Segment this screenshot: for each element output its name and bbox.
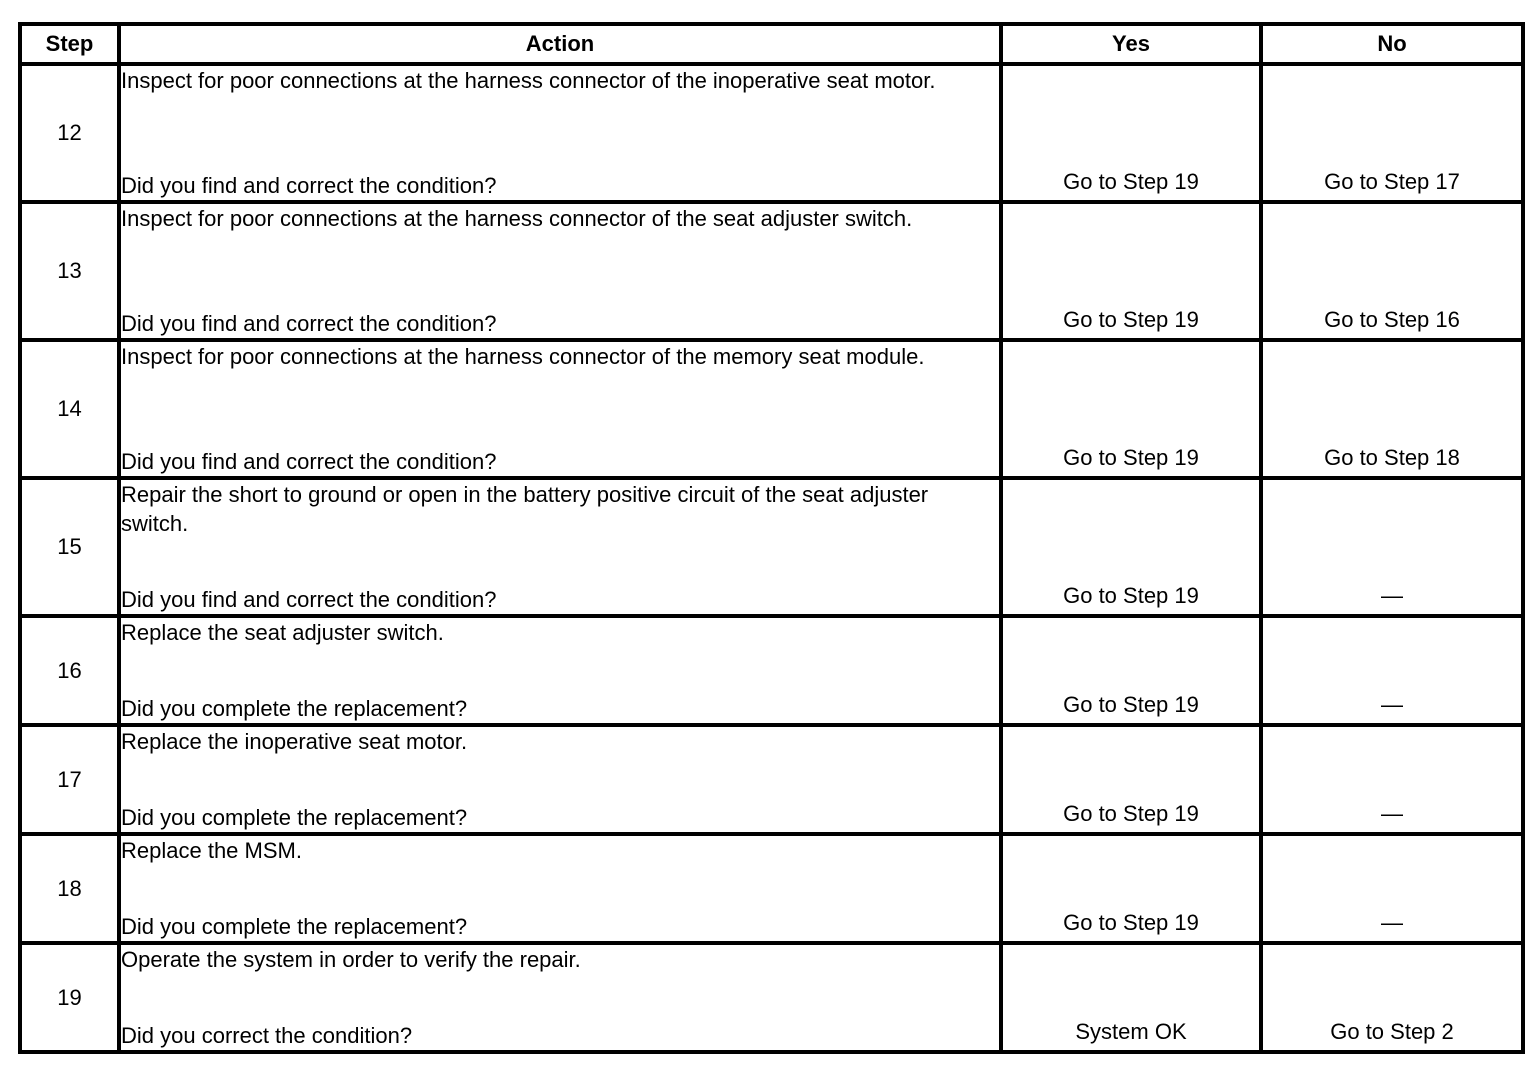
header-action: Action: [119, 24, 1001, 64]
action-cell: [119, 478, 1001, 616]
header-no: No: [1261, 24, 1523, 64]
no-result: —: [1381, 801, 1403, 826]
action-question: Did you complete the replacement?: [121, 696, 468, 721]
action-instruction: Replace the MSM.: [121, 838, 302, 863]
action-instruction: Replace the inoperative seat motor.: [121, 729, 468, 754]
no-result: —: [1381, 583, 1403, 608]
action-instruction: Repair the short to ground or open in the battery positive circuit of the seat adjuster switch.: [121, 482, 929, 536]
table-row: [20, 943, 1523, 1052]
step-number: 17: [20, 725, 119, 834]
yes-cell: [1001, 616, 1261, 725]
action-cell: [119, 834, 1001, 943]
yes-cell: [1001, 202, 1261, 340]
yes-cell: [1001, 943, 1261, 1052]
header-step: Step: [20, 24, 119, 64]
action-cell: [119, 725, 1001, 834]
step-number: 16: [20, 616, 119, 725]
action-question: Did you find and correct the condition?: [121, 449, 497, 474]
step-number: 13: [20, 202, 119, 340]
action-cell: [119, 64, 1001, 202]
table-row: [20, 202, 1523, 340]
step-number: 15: [20, 478, 119, 616]
action-instruction: Replace the seat adjuster switch.: [121, 620, 444, 645]
table-row: [20, 478, 1523, 616]
action-question: Did you find and correct the condition?: [121, 173, 497, 198]
no-cell: [1261, 616, 1523, 725]
header-yes: Yes: [1001, 24, 1261, 64]
yes-result: Go to Step 19: [1063, 583, 1199, 608]
action-question: Did you find and correct the condition?: [121, 311, 497, 336]
action-question: Did you find and correct the condition?: [121, 587, 497, 612]
yes-result: Go to Step 19: [1063, 910, 1199, 935]
yes-result: Go to Step 19: [1063, 801, 1199, 826]
no-cell: [1261, 64, 1523, 202]
table-row: [20, 64, 1523, 202]
action-question: Did you correct the condition?: [121, 1023, 413, 1048]
yes-cell: [1001, 834, 1261, 943]
yes-cell: [1001, 340, 1261, 478]
table-row: [20, 725, 1523, 834]
action-cell: [119, 202, 1001, 340]
yes-result: Go to Step 19: [1063, 692, 1199, 717]
yes-result: Go to Step 19: [1063, 445, 1199, 470]
yes-cell: [1001, 64, 1261, 202]
action-instruction: Inspect for poor connections at the harness connector of the seat adjuster switch.: [121, 206, 913, 231]
yes-cell: [1001, 725, 1261, 834]
action-cell: [119, 340, 1001, 478]
table-row: [20, 834, 1523, 943]
no-cell: [1261, 943, 1523, 1052]
no-cell: [1261, 340, 1523, 478]
action-cell: [119, 616, 1001, 725]
no-result: Go to Step 17: [1324, 169, 1460, 194]
action-instruction: Inspect for poor connections at the harness connector of the memory seat module.: [121, 344, 925, 369]
yes-result: Go to Step 19: [1063, 169, 1199, 194]
step-number: 19: [20, 943, 119, 1052]
no-result: Go to Step 18: [1324, 445, 1460, 470]
step-number: 18: [20, 834, 119, 943]
no-result: —: [1381, 910, 1403, 935]
table-row: [20, 616, 1523, 725]
step-number: 12: [20, 64, 119, 202]
no-result: —: [1381, 692, 1403, 717]
table-row: [20, 340, 1523, 478]
action-instruction: Inspect for poor connections at the harness connector of the inoperative seat motor.: [121, 68, 936, 93]
action-instruction: Operate the system in order to verify the repair.: [121, 947, 581, 972]
step-number: 14: [20, 340, 119, 478]
diagnostic-table: [18, 22, 1525, 1054]
header-row: [20, 24, 1523, 64]
no-cell: [1261, 725, 1523, 834]
yes-cell: [1001, 478, 1261, 616]
action-cell: [119, 943, 1001, 1052]
no-cell: [1261, 834, 1523, 943]
no-cell: [1261, 478, 1523, 616]
no-result: Go to Step 2: [1330, 1019, 1454, 1044]
yes-result: Go to Step 19: [1063, 307, 1199, 332]
action-question: Did you complete the replacement?: [121, 914, 468, 939]
no-result: Go to Step 16: [1324, 307, 1460, 332]
yes-result: System OK: [1075, 1019, 1187, 1044]
action-question: Did you complete the replacement?: [121, 805, 468, 830]
no-cell: [1261, 202, 1523, 340]
